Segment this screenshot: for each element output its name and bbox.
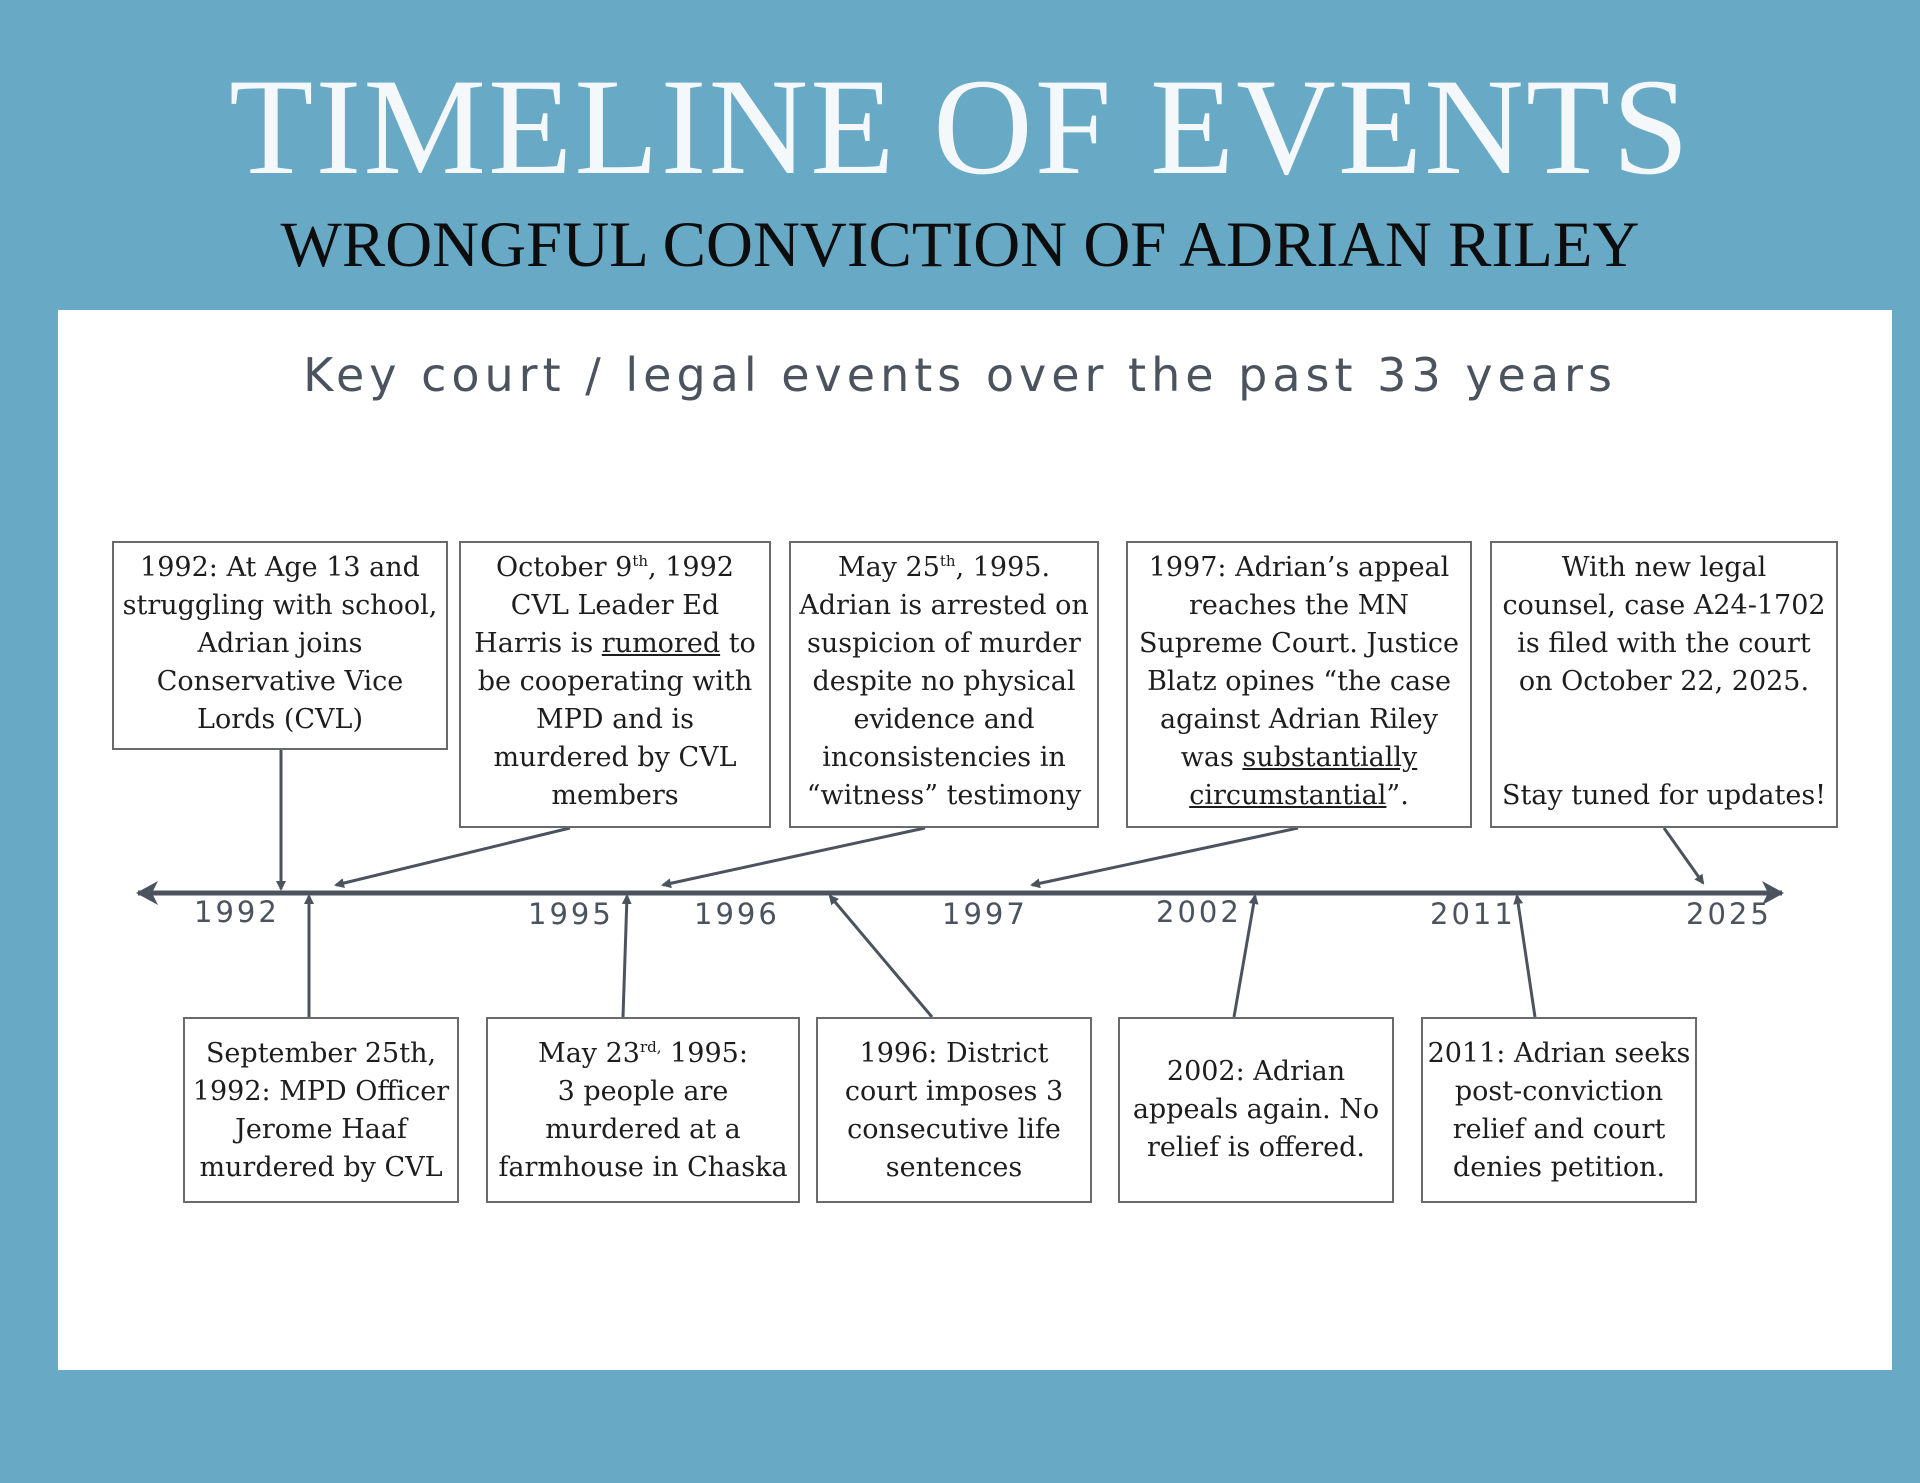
event-box-bottom: September 25th, 1992: MPD Officer Jerome Haaf murdered by CVL [183,1017,459,1203]
page-title: TIMELINE OF EVENTS [229,50,1691,203]
event-box-bottom: 2011: Adrian seeks post-conviction relief and court denies petition. [1421,1017,1697,1203]
event-box-bottom: May $23^{rd,}$ 1995: 3 people are murdered at a farmhouse in Chaska [486,1017,800,1203]
event-box-bottom: 2002: Adrian appeals again. No relief is offered. [1118,1017,1394,1203]
connector-bottom-2 [623,896,627,1017]
connector-top-5 [1664,828,1703,883]
event-box-bottom: 1996: District court imposes 3 consecutive life sentences [816,1017,1092,1203]
year-label: 1995 [528,897,614,931]
event-box-top: 1997: Adrian’s appeal reaches the MN Supreme Court. Justice Blatz opines “the case against Adrian Riley was substantially circumstantial”. [1126,541,1472,828]
year-label: 2011 [1430,897,1516,931]
connector-bottom-5 [1517,896,1535,1017]
event-box-top: 1992: At Age 13 and struggling with school, Adrian joins Conservative Vice Lords (CVL) [112,541,448,750]
timeline-caption: Key court / legal events over the past 33 years [303,348,1617,402]
year-label: 1996 [694,897,780,931]
event-box-top: October 9th, 1992 CVL Leader Ed Harris is rumored to be cooperating with MPD and is murdered by CVL members [459,541,771,828]
year-label: 1992 [194,895,280,929]
connector-top-3 [663,828,925,885]
year-label: 2025 [1686,897,1772,931]
year-label: 1997 [942,897,1028,931]
page-subtitle: WRONGFUL CONVICTION OF ADRIAN RILEY [280,209,1640,281]
event-box-top: With new legal counsel, case A24-1702 is filed with the court on October 22, 2025. Stay tuned for updates! [1490,541,1838,828]
connector-bottom-3 [830,896,932,1017]
connector-top-2 [336,828,570,885]
connector-top-4 [1032,828,1298,885]
year-label: 2002 [1156,895,1242,929]
event-box-top: May 25th, 1995. Adrian is arrested on suspicion of murder despite no physical evidence and inconsistencies in “witness” testimony [789,541,1099,828]
